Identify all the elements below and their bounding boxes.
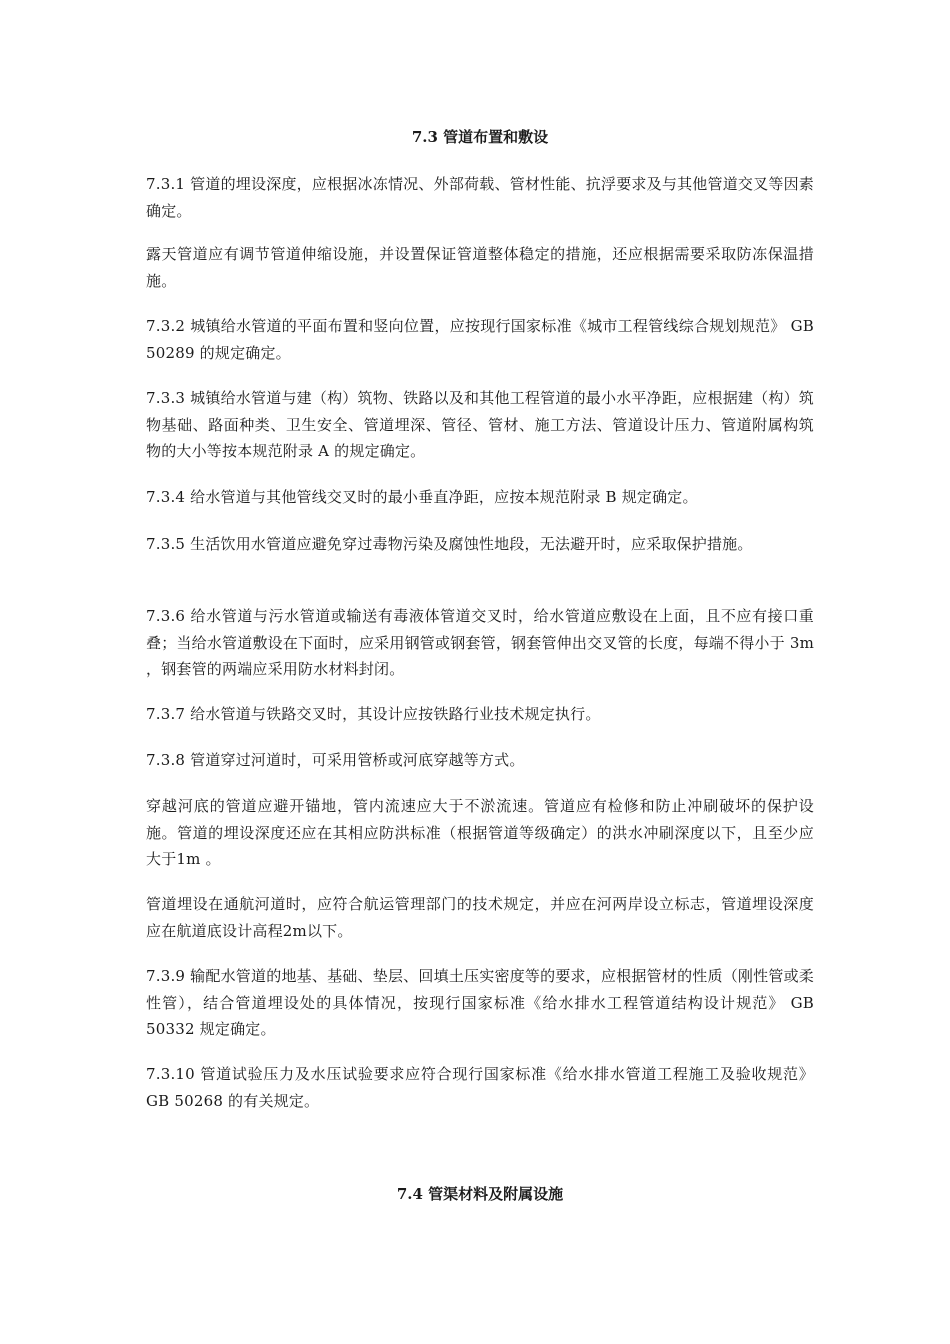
- paragraph-7-3-3: 7.3.3 城镇给水管道与建（构）筑物、铁路以及和其他工程管道的最小水平净距，应根据建（构）筑物基础、路面种类、卫生安全、管道埋深、管径、管材、施工方法、管道设计压力、管道附属构筑物的大小等按本规范附录 A 的规定确定。: [146, 389, 814, 460]
- paragraph-river-crossing: 穿越河底的管道应避开锚地，管内流速应大于不淤流速。管道应有检修和防止冲刷破坏的保护设施。管道的埋设深度还应在其相应防洪标准（根据管道等级确定）的洪水冲刷深度以下，且至少应大于1m 。: [146, 797, 814, 868]
- paragraph-7-3-5: 7.3.5 生活饮用水管道应避免穿过毒物污染及腐蚀性地段，无法避开时，应采取保护措施。: [146, 535, 753, 553]
- paragraph-7-3-7: 7.3.7 给水管道与铁路交叉时，其设计应按铁路行业技术规定执行。: [146, 705, 601, 723]
- paragraph-7-3-2: 7.3.2 城镇给水管道的平面布置和竖向位置，应按现行国家标准《城市工程管线综合规划规范》 GB 50289 的规定确定。: [146, 317, 814, 362]
- section-heading-7-4: 7.4 管渠材料及附属设施: [396, 1185, 564, 1203]
- paragraph-7-3-4: 7.3.4 给水管道与其他管线交叉时的最小垂直净距，应按本规范附录 B 规定确定。: [146, 488, 698, 506]
- section-heading-7-3: 7.3 管道布置和敷设: [411, 128, 549, 146]
- paragraph-exposed-pipes: 露天管道应有调节管道伸缩设施，并设置保证管道整体稳定的措施，还应根据需要采取防冻保温措施。: [146, 245, 814, 290]
- paragraph-7-3-8: 7.3.8 管道穿过河道时，可采用管桥或河底穿越等方式。: [146, 751, 525, 769]
- paragraph-navigable-river: 管道埋设在通航河道时，应符合航运管理部门的技术规定，并应在河两岸设立标志，管道埋设深度应在航道底设计高程2m以下。: [146, 895, 814, 940]
- paragraph-7-3-9: 7.3.9 输配水管道的地基、基础、垫层、回填土压实密度等的要求，应根据管材的性质（刚性管或柔性管），结合管道埋设处的具体情况，按现行国家标准《给水排水工程管道结构设计规范》 GB 50332 规定确定。: [146, 967, 814, 1038]
- paragraph-7-3-10: 7.3.10 管道试验压力及水压试验要求应符合现行国家标准《给水排水管道工程施工及验收规范》 GB 50268 的有关规定。: [146, 1065, 814, 1110]
- paragraph-7-3-1: 7.3.1 管道的埋设深度，应根据冰冻情况、外部荷载、管材性能、抗浮要求及与其他管道交叉等因素确定。: [146, 175, 814, 220]
- paragraph-7-3-6: 7.3.6 给水管道与污水管道或输送有毒液体管道交叉时，给水管道应敷设在上面，且不应有接口重叠；当给水管道敷设在下面时，应采用钢管或钢套管，钢套管伸出交叉管的长度，每端不得小于 3m ，钢套管的两端应采用防水材料封闭。: [146, 607, 814, 678]
